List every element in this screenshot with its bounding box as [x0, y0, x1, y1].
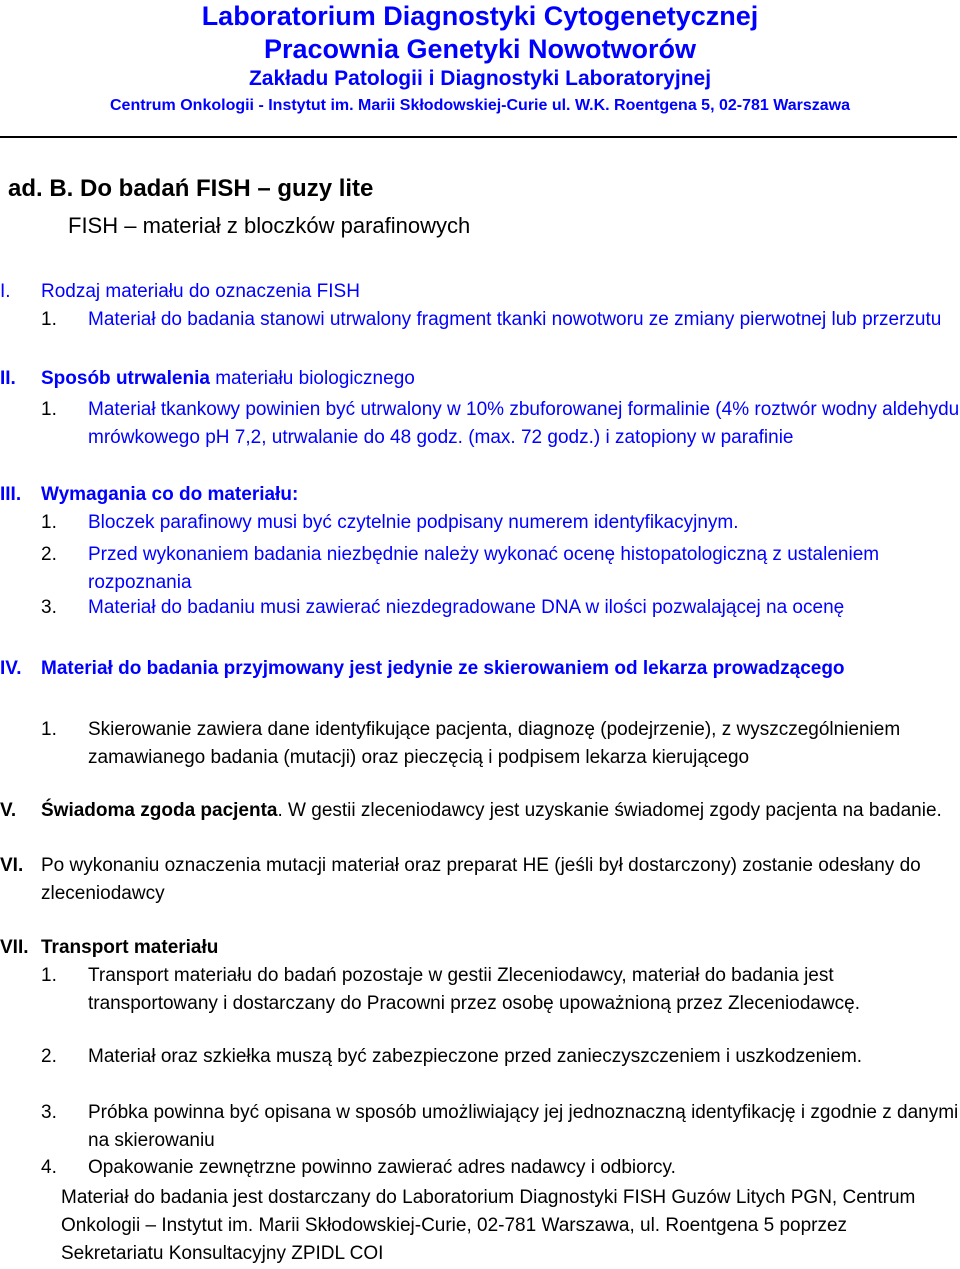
section-title: Po wykonaniu oznaczenia mutacji materiał oraz preparat HE (jeśli był dostarczony) zostanie odesłany do zleceniodawcy — [41, 855, 921, 904]
item-number: 1. — [41, 965, 57, 986]
item-number: 4. — [41, 1157, 57, 1178]
header-unit-name: Pracownia Genetyki Nowotworów — [263, 34, 697, 64]
item-text: Bloczek parafinowy musi być czytelnie podpisany numerem identyfikacyjnym. — [88, 512, 739, 533]
item-text: Materiał do badania stanowi utrwalony fragment tkanki nowotworu ze zmiany pierwotnej lub przerzutu — [88, 309, 942, 330]
header-address: Centrum Onkologii - Instytut im. Marii Skłodowskiej-Curie ul. W.K. Roentgena 5, 02-781 Warszawa — [110, 97, 850, 114]
section-number: VI. — [0, 855, 24, 876]
document-subtitle: FISH – materiał z bloczków parafinowych — [68, 213, 471, 238]
item-number: 2. — [41, 1046, 57, 1067]
section-title — [41, 365, 956, 393]
section-title: Rodzaj materiału do oznaczenia FISH — [41, 281, 360, 302]
section-number: V. — [0, 800, 17, 821]
item-text: Materiał oraz szkiełka muszą być zabezpieczone przed zanieczyszczeniem i uszkodzeniem. — [88, 1046, 863, 1067]
item-number: 1. — [41, 399, 57, 420]
section-title — [41, 797, 956, 825]
item-number: 1. — [41, 719, 57, 740]
item-text: Przed wykonaniem badania niezbędnie należy wykonać ocenę histopatologiczną z ustaleniem rozpoznania — [88, 544, 880, 593]
item-text: Transport materiału do badań pozostaje w gestii Zleceniodawcy, materiał do badania jest transportowany i dostarczany do Pracowni przez osobę upoważnioną przez Zleceniodawcę. — [88, 965, 861, 1014]
section-title-bold: Świadoma zgoda pacjenta — [41, 800, 278, 821]
header-lab-name: Laboratorium Diagnostyki Cytogenetycznej — [201, 1, 759, 31]
section-title: Transport materiału — [41, 937, 219, 958]
item-number: 3. — [41, 597, 57, 618]
item-text: Materiał tkankowy powinien być utrwalony w 10% zbuforowanej formalinie (4% roztwór wodny aldehydu mrówkowego pH 7,2, utrwalanie do 48 godz. (max. 72 godz.) i zatopiony w parafinie — [88, 399, 960, 448]
section-number: IV. — [0, 658, 22, 679]
section-number: II. — [0, 368, 16, 389]
item-number: 1. — [41, 512, 57, 533]
section-number: VII. — [0, 937, 29, 958]
section-title-bold: Sposób utrwalenia — [41, 368, 210, 389]
header-divider — [0, 136, 957, 138]
section-title: Wymagania co do materiału: — [41, 484, 299, 505]
item-text: Próbka powinna być opisana w sposób umożliwiający jej jednoznaczną identyfikację i zgodnie z danymi na skierowaniu — [88, 1102, 959, 1151]
item-text: Opakowanie zewnętrzne powinno zawierać adres nadawcy i odbiorcy. — [88, 1157, 676, 1178]
section-number: III. — [0, 484, 22, 505]
item-number: 2. — [41, 544, 57, 565]
document-title: ad. B. Do badań FISH – guzy lite — [8, 175, 374, 202]
item-text: Skierowanie zawiera dane identyfikujące pacjenta, diagnozę (podejrzenie), z wyszczególnieniem zamawianego badania (mutacji) oraz pieczęcią i podpisem lekarza kierującego — [88, 719, 901, 768]
section-title: Materiał do badania przyjmowany jest jedynie ze skierowaniem od lekarza prowadzącego — [41, 658, 845, 679]
section-number: I. — [0, 281, 11, 302]
header-department: Zakładu Patologii i Diagnostyki Laboratoryjnej — [248, 67, 712, 90]
item-number: 3. — [41, 1102, 57, 1123]
item-number: 1. — [41, 309, 57, 330]
section-title-rest: materiału biologicznego — [209, 368, 415, 389]
delivery-note: Materiał do badania jest dostarczany do Laboratorium Diagnostyki FISH Guzów Litych PGN, Centrum Onkologii – Instytut im. Marii Skłodowskiej-Curie, 02-781 Warszawa, ul. Roentgena 5 poprzez Sekretariatu Konsultacyjny ZPIDL COI — [61, 1187, 916, 1264]
item-text: Materiał do badaniu musi zawierać niezdegradowane DNA w ilości pozwalającej na ocenę — [88, 597, 845, 618]
section-title-rest: . W gestii zleceniodawcy jest uzyskanie świadomej zgody pacjenta na badanie. — [277, 800, 942, 821]
